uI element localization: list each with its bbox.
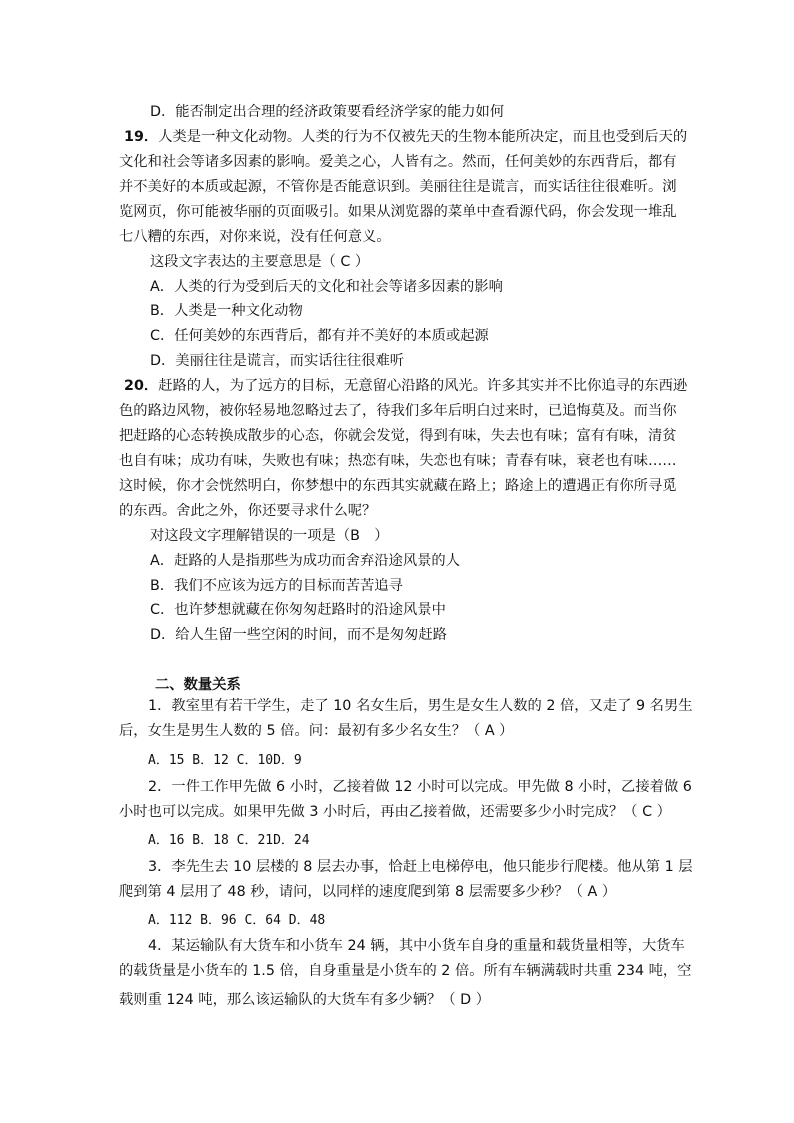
q19-line-5: 七八糟的东西，对你来说，没有任何意义。	[119, 229, 391, 245]
q19-text: 人类是一种文化动物。人类的行为不仅被先天的生物本能所决定，而且也受到后天的	[158, 129, 688, 145]
q20-text: 赶路的人，为了远方的目标，无意留心沿路的风光。许多其实并不比你追寻的东西逊	[158, 378, 688, 394]
s2-q1-options: A．15 B．12 C．10D．9	[148, 753, 302, 768]
s2-q3-options: A．112 B．96 C．64 D．48	[148, 913, 326, 928]
q20-line-6: 的东西。舍此之外，你还要寻求什么呢？	[119, 503, 377, 519]
s2-q2-options: A．16 B．18 C．21D．24	[148, 833, 310, 848]
q19-option-c: C．任何美妙的东西背后，都有并不美好的本质或起源	[150, 328, 489, 344]
q18-option-d: D．能否制定出合理的经济政策要看经济学家的能力如何	[150, 104, 505, 120]
s2-q4-line-3: 载则重 124 吨，那么该运输队的大货车有多少辆？（ D ）	[119, 992, 491, 1008]
q19-option-b: B．人类是一种文化动物	[150, 303, 303, 319]
q19-option-d: D．美丽往往是谎言，而实话往往很难听	[150, 353, 405, 369]
q19-number: 19．	[124, 129, 159, 145]
q20-number: 20．	[124, 378, 159, 394]
section-heading: 二、数量关系	[155, 677, 241, 693]
s2-q4-line-2: 的载货量是小货车的 1.5 倍，自身重量是小货车的 2 倍。所有车辆满载时共重 234 吨，空	[119, 963, 692, 979]
q20-option-a: A．赶路的人是指那些为成功而舍弃沿途风景的人	[150, 553, 461, 569]
q20-line-4: 也自有味；成功有味，失败也有味；热恋有味，失恋也有味；青春有味，衰老也有味……	[119, 453, 677, 469]
q19-line-1	[124, 127, 688, 147]
q20-option-c: C．也许梦想就藏在你匆匆赶路时的沿途风景中	[150, 602, 446, 618]
s2-q1-line-2: 后，女生是男生人数的 5 倍。问：最初有多少名女生？（ A ）	[119, 723, 514, 739]
q20-line-2: 色的路边风物，被你轻易地忽略过去了，待我们多年后明白过来时，已追悔莫及。而当你	[119, 403, 677, 419]
q20-option-b: B．我们不应该为远方的目标而苦苦追寻	[150, 578, 403, 594]
q20-option-d: D．给人生留一些空闲的时间，而不是匆匆赶路	[150, 627, 447, 643]
q19-line-2: 文化和社会等诸多因素的影响。爱美之心，人皆有之。然而，任何美妙的东西背后，都有	[119, 154, 677, 170]
q19-line-3: 并不美好的本质或起源，不管你是否能意识到。美丽往往是谎言，而实话往往很难听。浏	[119, 179, 677, 195]
q20-line-3: 把赶路的心态转换成散步的心态，你就会发觉，得到有味，失去也有味；富有有味，清贫	[119, 428, 677, 444]
q20-question: 对这段文字理解错误的一项是（B ）	[150, 528, 389, 544]
q19-option-a: A．人类的行为受到后天的文化和社会等诸多因素的影响	[150, 279, 503, 295]
s2-q2-line-1: 2．一件工作甲先做 6 小时，乙接着做 12 小时可以完成。甲先做 8 小时，乙接着做 6	[148, 779, 692, 795]
s2-q1-line-1: 1．教室里有若干学生，走了 10 名女生后，男生是女生人数的 2 倍，又走了 9 名男生	[148, 698, 693, 714]
q19-question: 这段文字表达的主要意思是（ C ）	[150, 254, 370, 270]
s2-q3-line-2: 爬到第 4 层用了 48 秒，请问，以同样的速度爬到第 8 层需要多少秒？（ A ）	[119, 884, 617, 900]
q20-line-5: 这时候，你才会恍然明白，你梦想中的东西其实就藏在路上；路途上的遭遇正有你所寻觅	[119, 478, 677, 494]
s2-q3-line-1: 3．李先生去 10 层楼的 8 层去办事，恰赶上电梯停电，他只能步行爬楼。他从第 1 层	[148, 859, 693, 875]
s2-q4-line-1: 4．某运输队有大货车和小货车 24 辆，其中小货车自身的重量和载货量相等，大货车	[148, 938, 685, 954]
q19-line-4: 览网页，你可能被华丽的页面吸引。如果从浏览器的菜单中查看源代码，你会发现一堆乱	[119, 204, 677, 220]
s2-q2-line-2: 小时也可以完成。如果甲先做 3 小时后，再由乙接着做，还需要多少小时完成？（ C ）	[119, 804, 671, 820]
q20-line-1	[124, 376, 688, 396]
